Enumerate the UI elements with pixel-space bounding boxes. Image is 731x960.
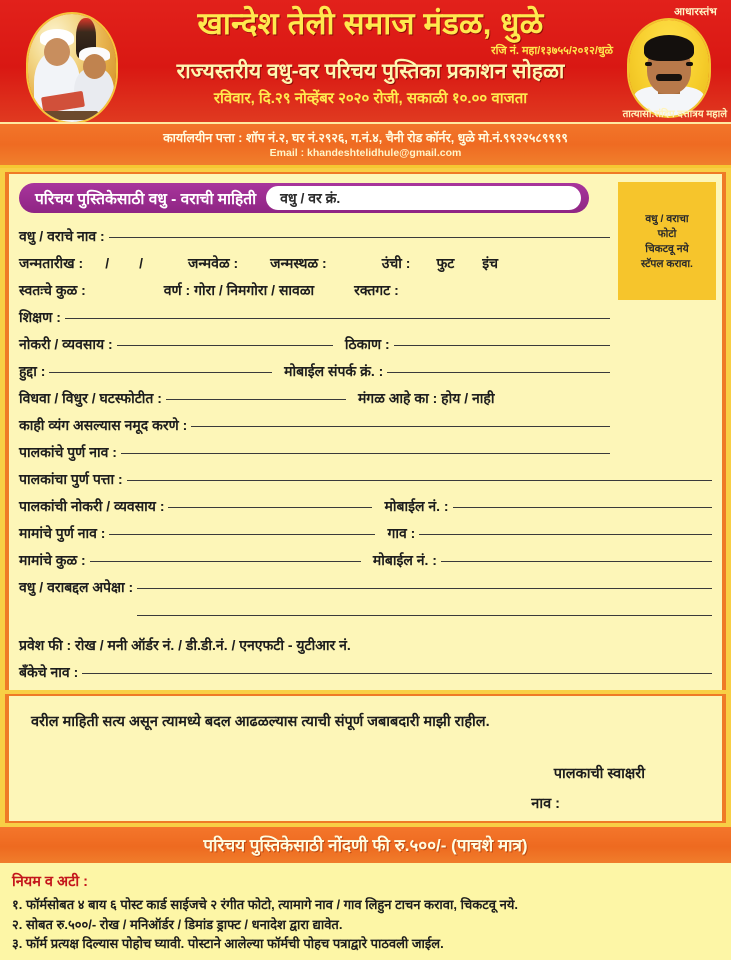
designation-label: हुद्दा : [19, 363, 46, 380]
photo-paste-box [618, 182, 716, 300]
photo-box-line-4: स्टॅपल करावा. [641, 258, 693, 271]
section-title-pill [19, 183, 589, 213]
field-row-education [19, 300, 712, 327]
uncle-gotra-input-line[interactable] [90, 561, 361, 562]
form-body [0, 168, 731, 822]
office-address: कार्यालयीन पत्ता : शॉप नं.२, घर नं.२९२६, ग.नं.४, चैनी रोड कॉर्नर, धुळे मो.नं.९९२२५८९९९९ [163, 131, 568, 146]
field-row-bank-name [19, 655, 712, 682]
marital-status-label[interactable]: विधवा / विधुर / घटस्फोटीत : [19, 390, 162, 407]
uncle-name-input-line[interactable] [109, 534, 375, 535]
header-text-block [122, 6, 619, 108]
terms-item: ३. फॉर्म प्रत्यक्ष दिल्यास पोहोच घ्यावी. पोस्टाने आलेल्या फॉर्मची पोहच पत्राद्वारे पाठवली जाईल. [12, 936, 444, 952]
field-row-uncle-gotra [19, 543, 712, 570]
parent-address-label: पालकांचा पुर्ण पत्ता : [19, 471, 123, 488]
expectations-label: वधु / वराबद्दल अपेक्षा : [19, 579, 134, 596]
field-row-parent-address [19, 462, 712, 489]
field-row-uncle-name [19, 516, 712, 543]
registration-fee-text: परिचय पुस्तिकेसाठी नोंदणी फी रु.५००/- (पाचशे मात्र) [203, 835, 528, 855]
terms-title: नियम व अटी : [12, 873, 89, 890]
registration-fee-banner [0, 827, 731, 863]
section-title-row [19, 183, 712, 213]
complexion-label[interactable]: वर्ण : गोरा / निमगोरा / सावळा [163, 282, 315, 299]
blood-group-label: रक्तगट : [354, 282, 399, 299]
field-row-gotra [19, 273, 712, 300]
dob-slash-1[interactable]: / [105, 255, 110, 272]
patron-label: आधारस्तंभ [674, 6, 717, 18]
expectations-input-line-2[interactable] [137, 615, 712, 616]
organization-title: खान्देश तेली समाज मंडळ, धुळे [197, 6, 544, 41]
terms-item: १. फॉर्मसोबत ४ बाय ६ पोस्ट कार्ड साईजचे २ रंगीत फोटो, त्यामागे नाव / गाव लिहुन टाचन करावा, चिकटवू नये. [12, 896, 518, 912]
office-email: Email : khandeshtelidhule@gmail.com [269, 147, 462, 160]
disability-label: काही व्यंग असल्यास नमूद करणे : [19, 417, 188, 434]
photo-box-line-1: वधु / वराचा [645, 212, 689, 225]
mangal-label[interactable]: मंगळ आहे का : होय / नाही [357, 390, 495, 407]
main-form-panel [5, 172, 726, 690]
education-label: शिक्षण : [19, 309, 61, 326]
signature-name-label[interactable]: नाव : [531, 795, 560, 812]
field-row-birth [19, 246, 712, 273]
village-label: गाव : [387, 525, 416, 542]
height-feet-label: फुट [436, 255, 455, 272]
field-row-expectations-2 [19, 597, 712, 624]
dob-slash-2[interactable]: / [139, 255, 143, 272]
expectations-input-line-1[interactable] [137, 588, 712, 589]
mobile-contact-input-line[interactable] [387, 372, 610, 373]
disability-input-line[interactable] [191, 426, 610, 427]
mobile-contact-label: मोबाईल संपर्क क्रं. : [284, 363, 384, 380]
patron-portrait-image [629, 20, 709, 116]
parent-name-input-line[interactable] [121, 453, 610, 454]
occupation-label: नोकरी / व्यवसाय : [19, 336, 113, 353]
terms-and-conditions-section [0, 863, 731, 960]
patron-name: तात्यासो.संदिप दत्तात्रय महाले [622, 109, 727, 121]
event-date: रविवार, दि.२९ नोव्हेंबर २०२० रोजी, सकाळी १०.०० वाजता [213, 89, 528, 107]
page-header [0, 0, 731, 124]
name-input-line[interactable] [109, 237, 610, 238]
field-row-occupation [19, 327, 712, 354]
occupation-input-line[interactable] [117, 345, 333, 346]
field-row-parent-name [19, 435, 712, 462]
parent-mobile-label: मोबाईल नं. : [384, 498, 449, 515]
village-input-line[interactable] [419, 534, 712, 535]
serial-number-input[interactable] [266, 186, 581, 210]
section-title-text: परिचय पुस्तिकेसाठी वधु - वराची माहिती [35, 191, 257, 209]
declaration-text: वरील माहिती सत्य असून त्यामध्ये बदल आढळल्यास त्याची संपूर्ण जबाबदारी माझी राहील. [31, 714, 490, 731]
name-label: वधु / वराचे नाव : [19, 228, 105, 245]
field-row-disability [19, 408, 712, 435]
parent-occupation-input-line[interactable] [168, 507, 372, 508]
location-input-line[interactable] [394, 345, 610, 346]
dob-label: जन्मतारीख : [19, 255, 84, 272]
office-address-strip [0, 124, 731, 168]
declaration-panel [5, 694, 726, 822]
location-label: ठिकाण : [344, 336, 390, 353]
own-gotra-label: स्वतःचे कुळ : [19, 282, 86, 299]
parent-occupation-label: पालकांची नोकरी / व्यवसाय : [19, 498, 165, 515]
parent-address-input-line[interactable] [127, 480, 712, 481]
birth-time-label: जन्मवेळ : [187, 255, 239, 272]
serial-number-label: वधु / वर क्रं. [280, 189, 341, 206]
photo-box-line-2: फोटो [657, 227, 677, 240]
field-row-entry-fee [19, 624, 712, 655]
field-row-designation [19, 354, 712, 381]
registration-number: रजि नं. महा/१३७५५/२०१२/धुळे [491, 44, 613, 57]
uncle-mobile-input-line[interactable] [441, 561, 712, 562]
bank-name-input-line[interactable] [82, 673, 712, 674]
field-row-expectations [19, 570, 712, 597]
parent-name-label: पालकांचे पुर्ण नाव : [19, 444, 117, 461]
parent-mobile-input-line[interactable] [453, 507, 712, 508]
height-inch-label: इंच [482, 255, 499, 272]
field-row-parent-occupation [19, 489, 712, 516]
education-input-line[interactable] [65, 318, 610, 319]
uncle-name-label: मामांचे पुर्ण नाव : [19, 525, 106, 542]
field-row-name [19, 219, 712, 246]
terms-item: २. सोबत रु.५००/- रोख / मनिऑर्डर / डिमांड ड्राफ्ट / धनादेश द्वारा द्यावेत. [12, 916, 343, 932]
uncle-mobile-label: मोबाईल नं. : [372, 552, 437, 569]
marital-status-input-line[interactable] [166, 399, 346, 400]
entry-fee-label[interactable]: प्रवेश फी : रोख / मनी ऑर्डर नं. / डी.डी.नं. / एनएफटी - युटीआर नं. [19, 637, 351, 654]
height-label: उंची : [381, 255, 411, 272]
bank-name-label: बँकेचे नाव : [19, 664, 79, 681]
saint-portrait-image [28, 14, 116, 122]
field-row-marital [19, 381, 712, 408]
event-title: राज्यस्तरीय वधु-वर परिचय पुस्तिका प्रकाशन सोहळा [176, 59, 565, 83]
designation-input-line[interactable] [49, 372, 272, 373]
uncle-gotra-label: मामांचे कुळ : [19, 552, 86, 569]
photo-box-line-3: चिकटवू नये [645, 242, 689, 255]
birth-place-label: जन्मस्थळ : [270, 255, 327, 272]
signature-label: पालकाची स्वाक्षरी [553, 765, 645, 782]
